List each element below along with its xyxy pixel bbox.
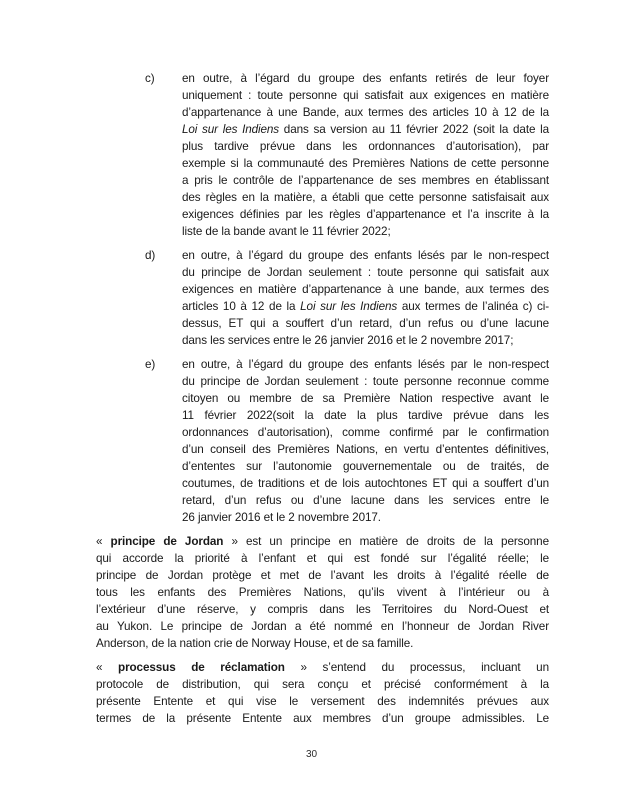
- text-line: [182, 373, 549, 390]
- text-segment: dans sa version au 11 février 2022 (soit la date la: [279, 123, 549, 136]
- text-segment: tous les enfants des Premières Nations, qu’ils vivent à l’intérieur ou à: [96, 586, 549, 599]
- text-line: [182, 104, 549, 121]
- text-line: [182, 509, 549, 526]
- text-line: [182, 138, 549, 155]
- text-line: [96, 693, 549, 710]
- text-segment: Anderson, de la nation crie de Norway House, et de sa famille.: [96, 637, 414, 650]
- body-paragraph: [96, 659, 549, 727]
- text-segment: «: [96, 661, 119, 674]
- document-content: [96, 70, 549, 734]
- italic-law-title: Loi sur les Indiens: [182, 123, 280, 136]
- text-line: [182, 356, 549, 373]
- text-line: [182, 390, 549, 407]
- text-segment: d’un conseil des Premières Nations, en vertu d’ententes définitives,: [182, 443, 549, 456]
- text-line: [182, 70, 549, 87]
- text-line: [182, 155, 549, 172]
- text-segment: «: [96, 535, 111, 548]
- text-segment: exigences en matière d’appartenance à une bande, aux termes des: [182, 283, 549, 296]
- text-segment: » est un principe en matière de droits de la personne: [223, 535, 549, 548]
- italic-law-title: Loi sur les Indiens: [300, 300, 398, 313]
- text-segment: en outre, à l’égard du groupe des enfants retirés de leur foyer: [182, 72, 549, 85]
- text-segment: en outre, à l’égard du groupe des enfants lésés par le non-respect: [182, 249, 549, 262]
- list-item-label: d): [145, 249, 156, 262]
- text-segment: du principe de Jordan seulement : toute personne qui satisfait aux: [182, 266, 549, 279]
- text-line: [182, 264, 549, 281]
- text-line: [96, 601, 549, 618]
- text-line: [182, 424, 549, 441]
- bold-defined-term: principe de Jordan: [110, 535, 224, 548]
- text-segment: dessus, ET qui a souffert d’un retard, d’un refus ou d’une lacune: [182, 317, 549, 330]
- text-segment: exigences définies par les règles d’appartenance et l’a inscrite à la: [182, 208, 549, 221]
- text-line: [182, 475, 549, 492]
- text-line: [182, 281, 549, 298]
- text-line: [182, 458, 549, 475]
- page-number: 30: [305, 749, 318, 760]
- text-line: [182, 87, 549, 104]
- text-segment: au Yukon. Le principe de Jordan a été nommé en l’honneur de Jordan River: [96, 620, 549, 633]
- list-item-label: c): [145, 72, 155, 85]
- list-paragraph-e: [96, 356, 549, 526]
- text-segment: articles 10 à 12 de la: [182, 300, 301, 313]
- text-segment: retard, d’un refus ou d’une lacune dans les services entre le: [182, 494, 549, 507]
- text-line: [182, 492, 549, 509]
- text-line: [182, 247, 549, 264]
- list-paragraph-c: [96, 70, 549, 240]
- text-segment: présente Entente et qui vise le versement des indemnités prévues aux: [96, 695, 549, 708]
- text-line: [182, 206, 549, 223]
- text-line: [182, 223, 549, 240]
- text-line: [182, 315, 549, 332]
- text-line: [96, 659, 549, 676]
- text-segment: l’extérieur d’une réserve, y compris dans les Territoires du Nord-Ouest et: [96, 603, 549, 616]
- text-segment: liste de la bande avant le 11 février 2022;: [182, 225, 391, 238]
- text-segment: coutumes, de traditions et de lois autochtones ET qui a souffert d’un: [182, 477, 549, 490]
- text-segment: uniquement : toute personne qui satisfait aux exigences en matière: [182, 89, 549, 102]
- text-line: [96, 567, 549, 584]
- text-line: [96, 635, 549, 652]
- text-segment: principe de Jordan protège et met de l’avant les droits à l’égalité réelle de: [96, 569, 549, 582]
- text-line: [182, 441, 549, 458]
- text-line: [182, 172, 549, 189]
- text-segment: dans les services entre le 26 janvier 2016 et le 2 novembre 2017;: [182, 334, 514, 347]
- text-line: [96, 550, 549, 567]
- list-paragraph-d: [96, 247, 549, 349]
- text-segment: ordonnances d’autorisation), comme confirmé par le confirmation: [182, 426, 549, 439]
- text-line: [182, 189, 549, 206]
- text-line: [182, 121, 549, 138]
- text-segment: plus tardive prévue dans les ordonnances d’autorisation), par: [182, 140, 549, 153]
- text-line: [182, 332, 549, 349]
- text-segment: 11 février 2022(soit la date la plus tardive prévue dans les: [182, 409, 549, 422]
- text-segment: protocole de distribution, qui sera conçu et précisé conformément à la: [96, 678, 549, 691]
- text-segment: d’ententes sur l’autonomie gouvernementale ou de traités, de: [182, 460, 549, 473]
- text-line: [96, 710, 549, 727]
- text-line: [182, 298, 549, 315]
- text-segment: des règles en la matière, a établi que cette personne satisfaisait aux: [182, 191, 549, 204]
- list-item-label: e): [145, 358, 156, 371]
- text-line: [96, 676, 549, 693]
- text-segment: exemple si la communauté des Premières Nations de cette personne: [182, 157, 549, 170]
- bold-defined-term: processus de réclamation: [118, 661, 285, 674]
- text-segment: aux termes de l’alinéa c) ci-: [397, 300, 549, 313]
- text-segment: termes de la présente Entente aux membres d’un groupe admissibles. Le: [96, 712, 549, 725]
- text-segment: citoyen ou membre de sa Première Nation respective avant le: [182, 392, 549, 405]
- text-line: [96, 584, 549, 601]
- text-segment: d’appartenance à une Bande, aux termes des articles 10 à 12 de la: [182, 106, 549, 119]
- text-segment: » s’entend du processus, incluant un: [284, 661, 549, 674]
- text-line: [96, 533, 549, 550]
- text-segment: qui accorde la priorité à l’enfant et qui est fondé sur l’égalité réelle; le: [96, 552, 549, 565]
- text-segment: 26 janvier 2016 et le 2 novembre 2017.: [182, 511, 381, 524]
- text-segment: en outre, à l’égard du groupe des enfants lésés par le non-respect: [182, 358, 549, 371]
- text-segment: a pris le contrôle de l’appartenance de ses membres en établissant: [182, 174, 549, 187]
- body-paragraph: [96, 533, 549, 652]
- text-segment: du principe de Jordan seulement : toute personne reconnue comme: [182, 375, 549, 388]
- text-line: [96, 618, 549, 635]
- text-line: [182, 407, 549, 424]
